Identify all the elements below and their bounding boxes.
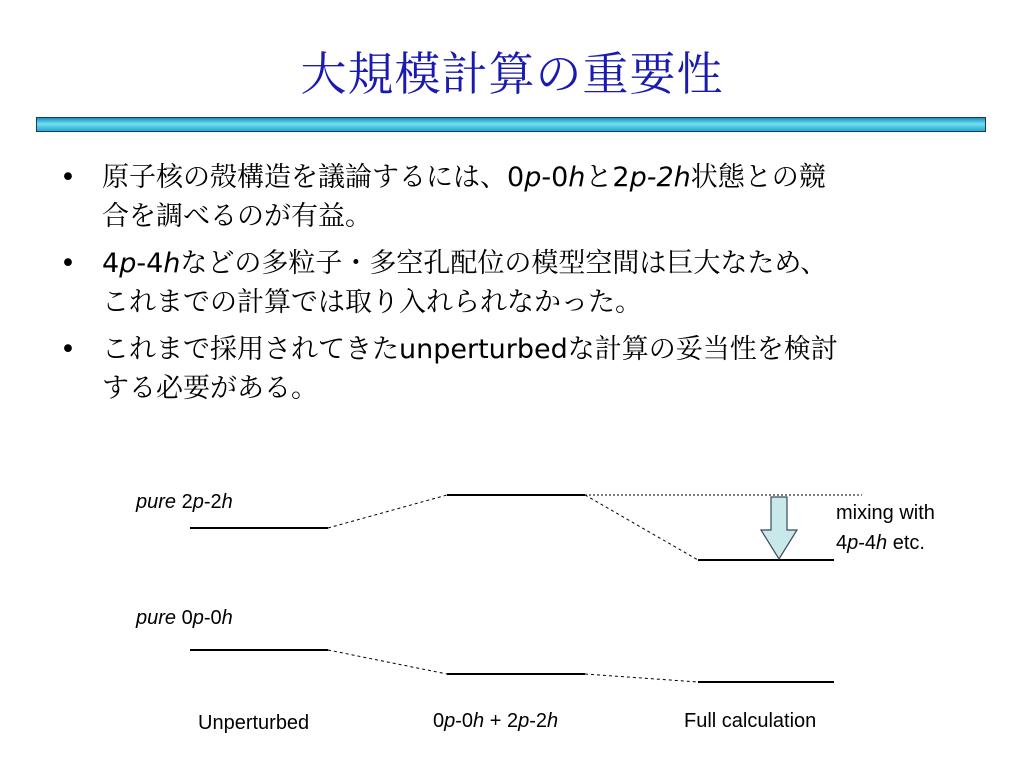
down-arrow-icon [761,497,797,559]
label-pure-0p0h: pure 0p-0h [136,607,233,629]
label-pure-2p2h: pure 2p-2h [136,491,233,513]
bullet-marker: • [60,248,76,279]
bullet-1-line-2: 合を調べるのが有益。 [102,201,372,232]
column-label-full-calculation: Full calculation [684,710,817,732]
label-mixing-line-2: 4p-4h etc. [836,532,925,554]
bullet-marker: • [60,334,76,365]
connector-upper-left [328,495,447,528]
column-label-mixed: 0p-0h + 2p-2h [433,710,559,732]
bullet-2-line-1: 4p-4hなどの多粒子・多空孔配位の模型空間は巨大なため、 [102,248,828,279]
label-mixing-line-1: mixing with [836,502,935,524]
bullet-2-line-2: これまでの計算では取り入れられなかった。 [102,287,642,318]
bullet-1-line-1: 原子核の殻構造を議論するには、0p-0hと2p-2h状態との競 [102,162,826,193]
bullet-3-line-2: する必要がある。 [102,373,318,404]
bullet-3-line-1: これまで採用されてきたunperturbedな計算の妥当性を検討 [102,334,838,365]
connector-lower-right [585,674,698,682]
column-label-unperturbed: Unperturbed [198,712,310,734]
connector-upper-right [585,495,698,560]
connector-lower-left [328,650,447,674]
bullet-marker: • [60,162,76,193]
slide-title: 大規模計算の重要性 [300,47,724,101]
